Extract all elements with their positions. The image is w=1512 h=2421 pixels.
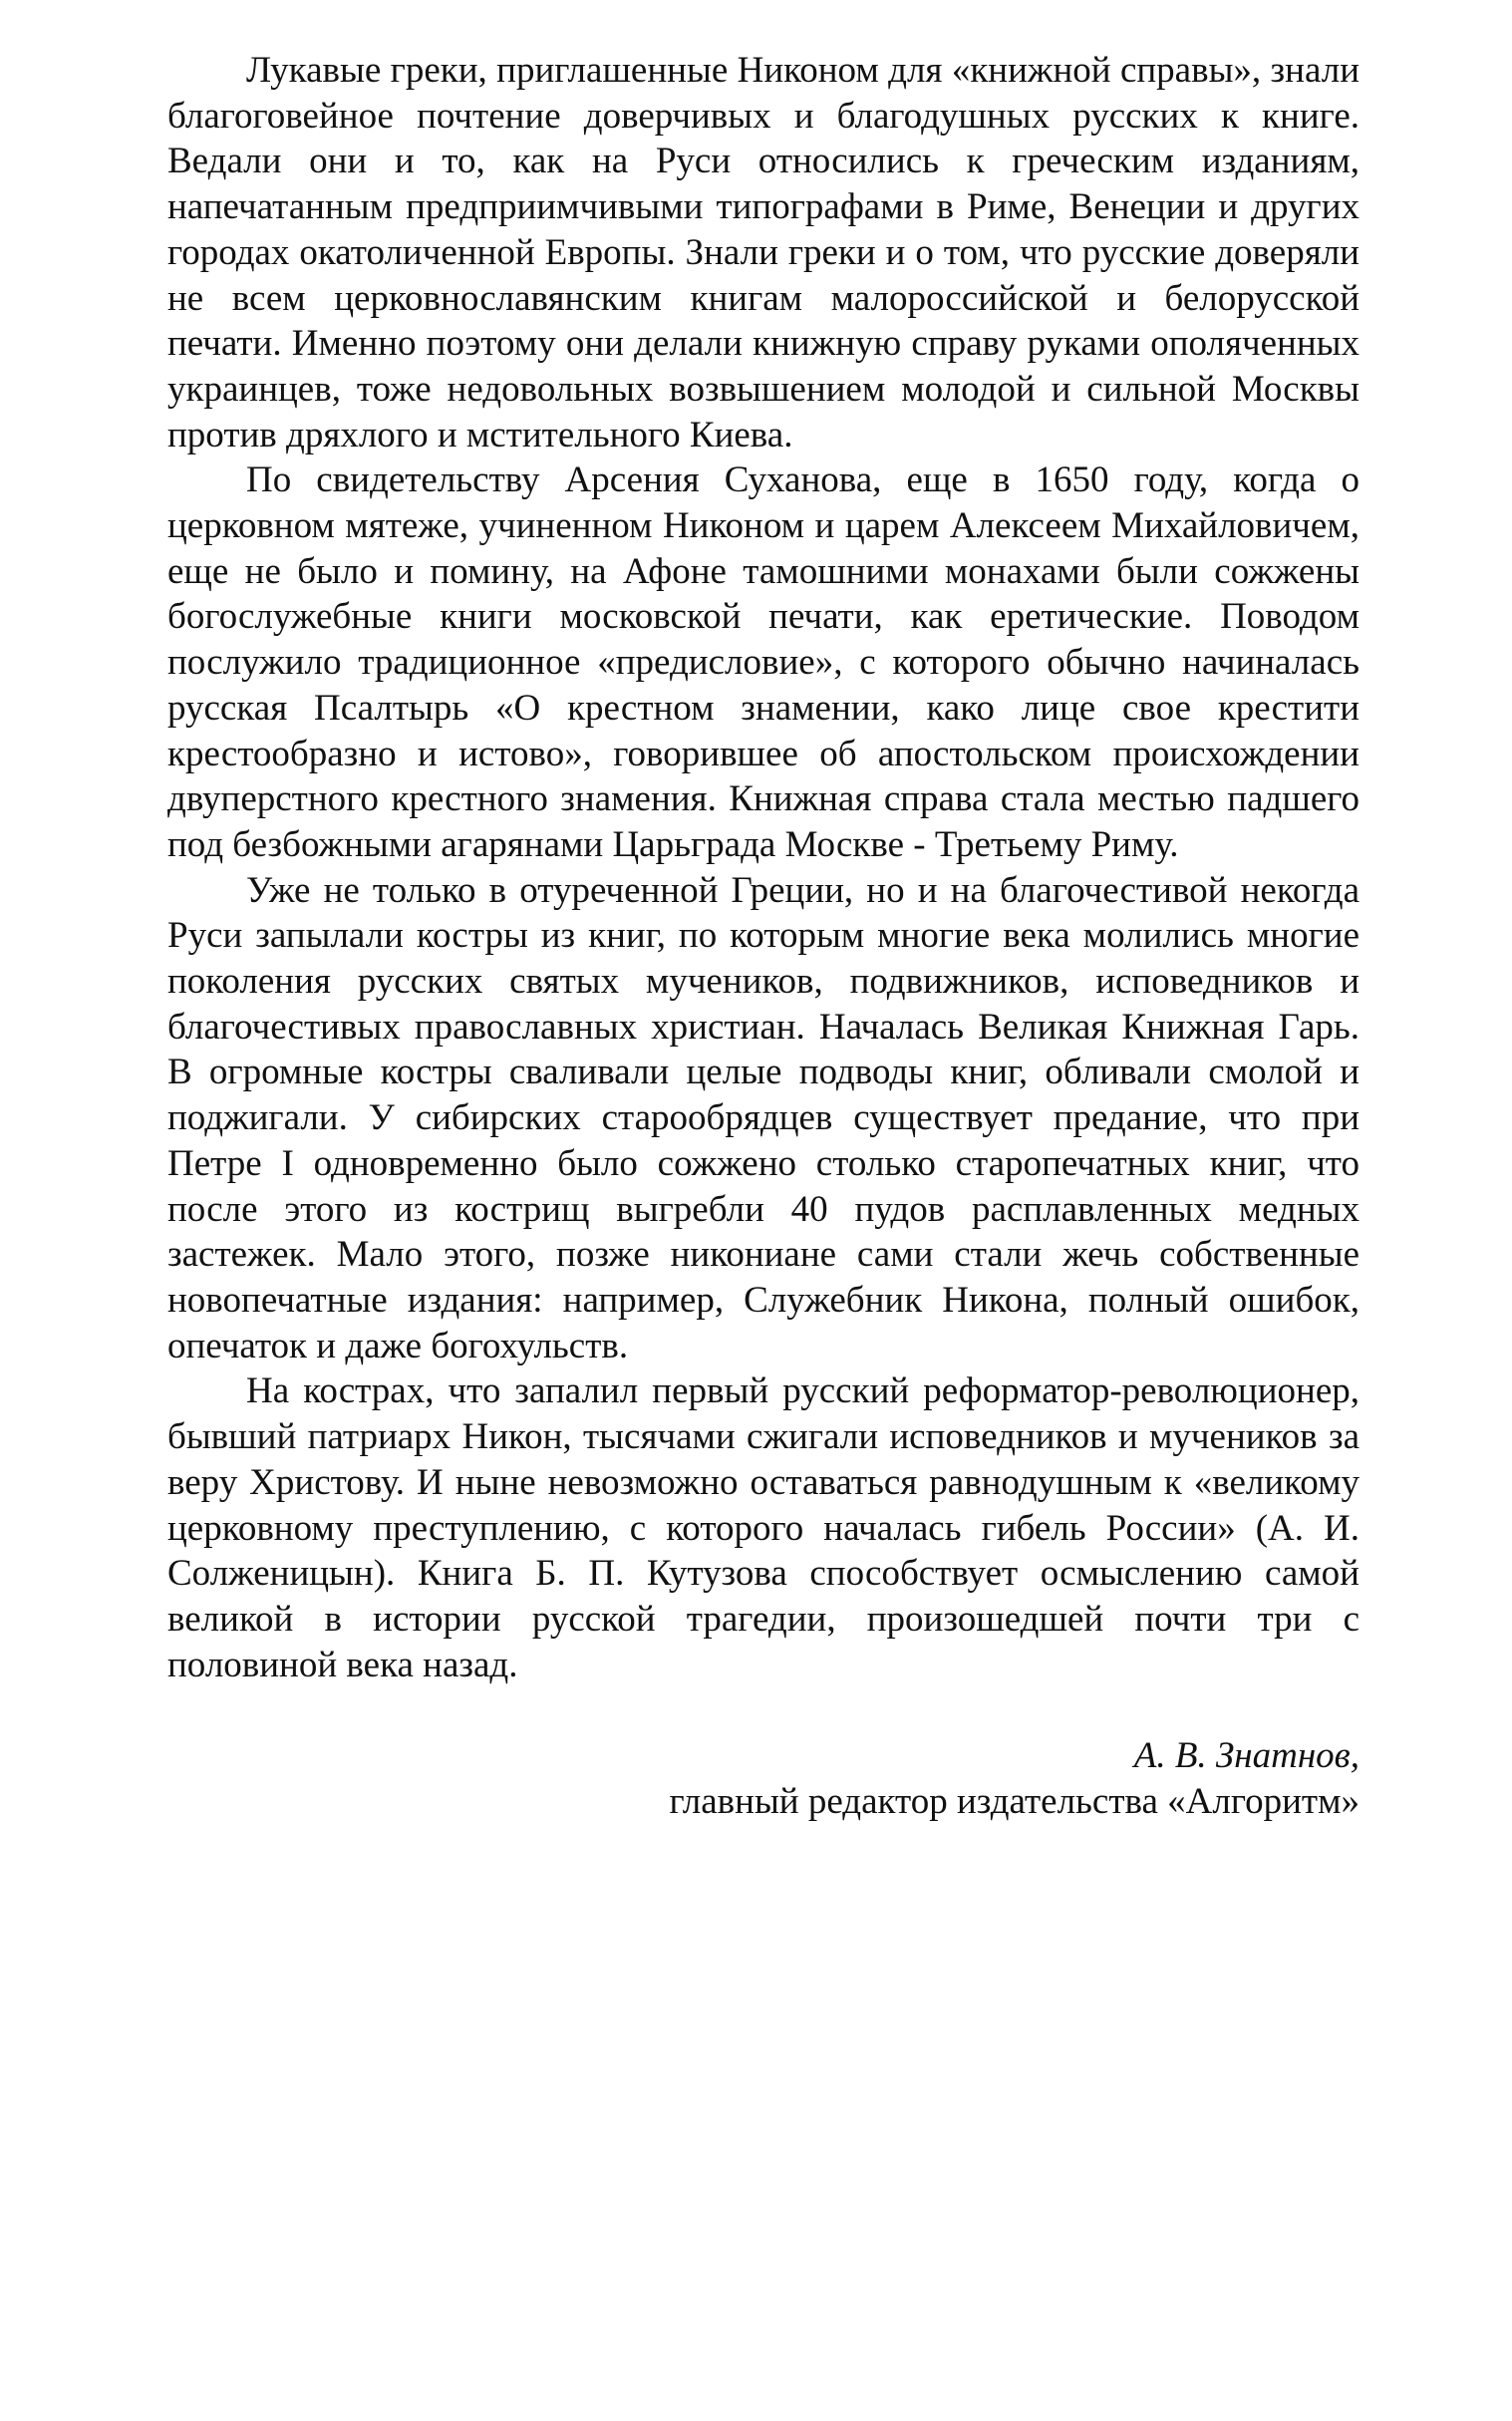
signature-block bbox=[167, 1733, 1360, 1824]
paragraph-2: По свидетельству Арсения Суханова, еще в 1650 году, когда о церковном мятеже, учиненном Никоном и царем Алексеем Михайловичем, еще не было и помину, на Афоне тамошними монахами были сожжены богослужебные книги московской печати, как еретические. Поводом послужило традиционное «предисловие», с которого обычно начиналась русская Псалтырь «О крестном знамении, како лице свое крестити крестообразно и истово», говорившее об апостольском происхождении двуперстного крестного знамения. Книжная справа стала местью падшего под безбожными агарянами Царьграда Москве - Третьему Риму. bbox=[167, 459, 1360, 865]
paragraph-4: На кострах, что запалил первый русский реформатор-революционер, бывший патриарх Никон, тысячами сжигали исповедников и мучеников за веру Христову. И ныне невозможно оставаться равнодушным к «великому церковному преступлению, с которого началась гибель России» (А. И. Солженицын). Книга Б. П. Кутузова способствует осмыслению самой великой в истории русской трагедии, произошедшей почти три с половиной века назад. bbox=[167, 1370, 1360, 1685]
document-page bbox=[167, 48, 1360, 1825]
signature-name: А. В. Знатнов, bbox=[1133, 1735, 1360, 1777]
paragraph-3: Уже не только в отуреченной Греции, но и на благочестивой некогда Руси запылали костры из книг, по которым многие века молились многие поколения русских святых мучеников, подвижников, исповедников и благочестивых православных христиан. Началась Великая Книжная Гарь. В огромные костры сваливали целые подводы книг, обливали смолой и поджигали. У сибирских старообрядцев существует предание, что при Петре I одновременно было сожжено столько старопечатных книг, что после этого из кострищ выгребли 40 пудов расплавленных медных застежек. Мало этого, позже никониане сами стали жечь собственные новопечатные издания: например, Служебник Никона, полный ошибок, опечаток и даже богохульств. bbox=[167, 869, 1360, 1366]
signature-role: главный редактор издательства «Алгоритм» bbox=[669, 1781, 1360, 1823]
paragraph-1: Лукавые греки, приглашенные Никоном для «книжной справы», знали благоговейное почтение доверчивых и благодушных русских к книге. Ведали они и то, как на Руси относились к греческим изданиям, напечатанным предприимчивыми типографами в Риме, Венеции и других городах окатоличенной Европы. Знали греки и о том, что русские доверяли не всем церковнославянским книгам малороссийской и белорусской печати. Именно поэтому они делали книжную справу руками ополяченных украинцев, тоже недовольных возвышением молодой и сильной Москвы против дряхлого и мстительного Киева. bbox=[167, 50, 1360, 455]
